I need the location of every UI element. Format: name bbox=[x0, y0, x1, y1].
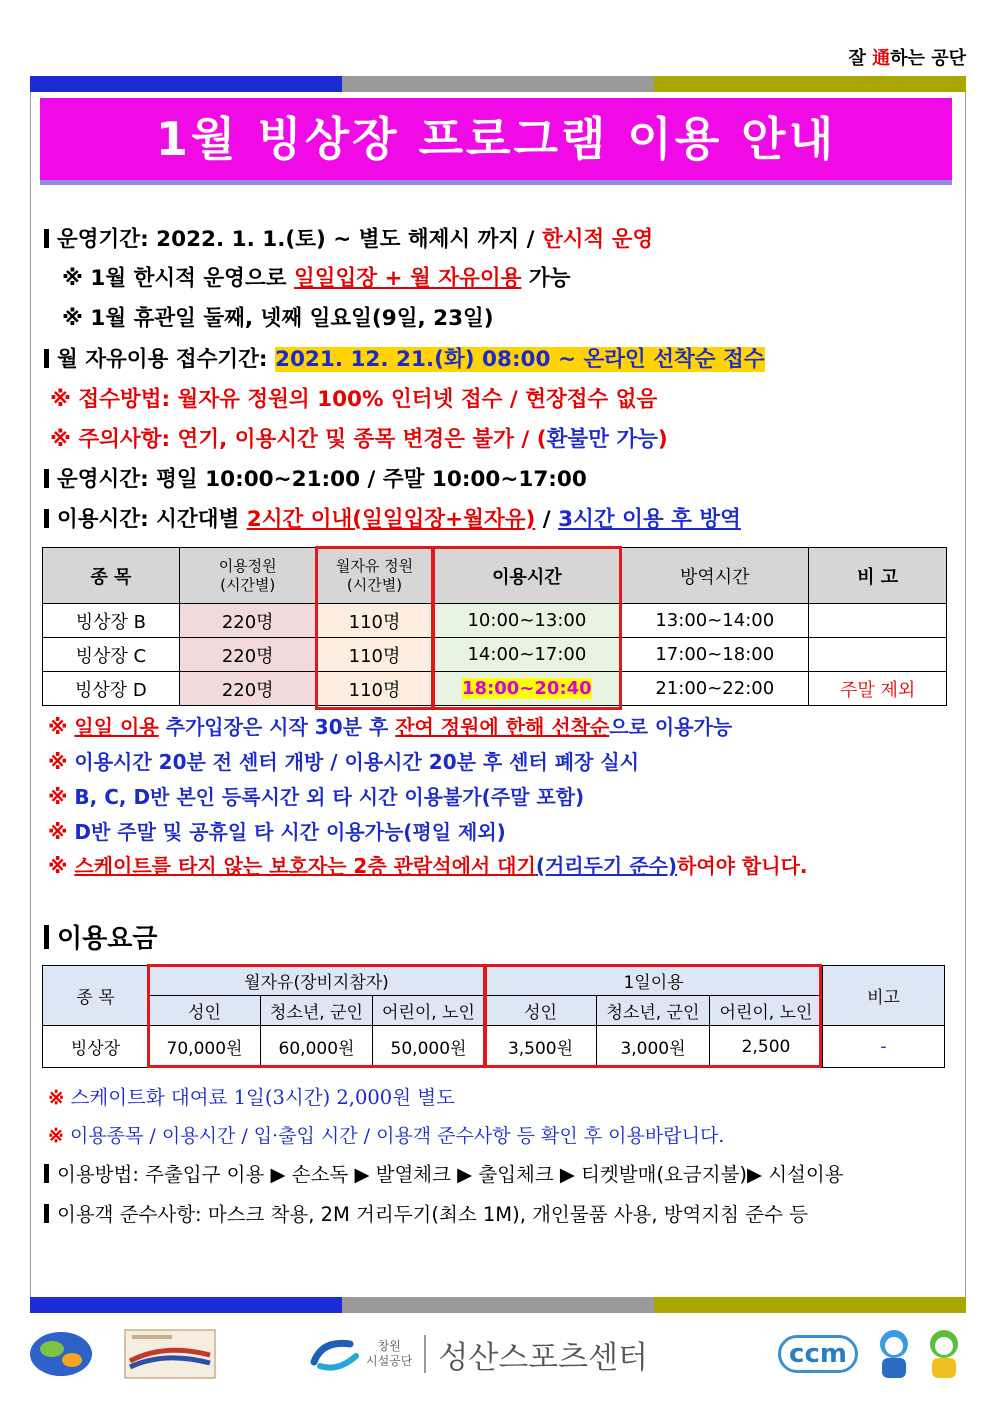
mascots bbox=[870, 1322, 970, 1386]
monthly-highlight-box bbox=[315, 546, 434, 710]
note-daily-entry: ※ 일일 이용 추가입장은 시작 30분 후 잔여 정원에 한해 선착순으로 이용가능 bbox=[48, 715, 733, 739]
header-capacity: 이용정원 (시간별) bbox=[179, 548, 316, 604]
table-row: 빙상장 B 220명 110명 10:00~13:00 13:00~14:00 bbox=[43, 604, 947, 638]
city-slogan-logo bbox=[28, 1322, 94, 1386]
note-open-close: ※ 이용시간 20분 전 센터 개방 / 이용시간 20분 후 센터 폐장 실시 bbox=[48, 750, 640, 774]
usage-time-highlight-box bbox=[432, 546, 622, 710]
corporation-name: 창원 시설공단 bbox=[366, 1339, 413, 1368]
city-slogan-icon bbox=[28, 1329, 94, 1379]
fees-heading: 이용요금 bbox=[44, 918, 157, 955]
ccm-logo bbox=[778, 1322, 858, 1386]
registration-period: 월 자유이용 접수기간: 2021. 12. 21.(화) 08:00 ~ 온라인 선착순 접수 bbox=[44, 342, 765, 373]
changwon-facilities-logo bbox=[310, 1322, 648, 1386]
visitor-rules: 이용객 준수사항: 마스크 착용, 2M 거리두기(최소 1M), 개인물품 사용, 방역지침 준수 등 bbox=[44, 1199, 808, 1227]
check-note: ※ 이용종목 / 이용시간 / 입·출입 시간 / 이용객 준수사항 등 확인 후 이용바랍니다. bbox=[48, 1125, 725, 1147]
mascot-icon bbox=[870, 1324, 970, 1384]
header-usage-time: 이용시간 bbox=[433, 548, 621, 604]
table-row: 빙상장 70,000원 60,000원 50,000원 3,500원 3,000원 2,500 - bbox=[43, 1026, 945, 1068]
certificate-icon bbox=[124, 1329, 216, 1379]
header-note: 비 고 bbox=[809, 548, 947, 604]
rental-note: ※ 스케이트화 대여료 1일(3시간) 2,000원 별도 bbox=[48, 1086, 455, 1109]
table-row: 빙상장 C 220명 110명 14:00~17:00 17:00~18:00 bbox=[43, 638, 947, 672]
monthly-fee-highlight-box bbox=[147, 964, 486, 1068]
usage-time: 이용시간: 시간대별 2시간 이내(일일입장+월자유) / 3시간 이용 후 방역 bbox=[44, 502, 741, 533]
ccm-badge: ccm bbox=[778, 1335, 858, 1373]
daily-fee-highlight-box bbox=[484, 964, 822, 1068]
slogan: 잘 通하는 공단 bbox=[848, 48, 966, 69]
fees-header-row: 종 목 월자유(장비지참자) 1일이용 비고 bbox=[43, 966, 945, 996]
bottom-color-bar bbox=[30, 1297, 966, 1313]
note-daily-monthly: ※ 1월 한시적 운영으로 일일입장 + 월 자유이용 가능 bbox=[62, 266, 571, 291]
header-disinfection: 방역시간 bbox=[621, 548, 809, 604]
caution: ※ 주의사항: 연기, 이용시간 및 종목 변경은 불가 / (환불만 가능) bbox=[50, 427, 668, 452]
fees-subheader-row: 성인 청소년, 군인 어린이, 노인 성인 청소년, 군인 어린이, 노인 bbox=[43, 996, 945, 1026]
operation-period: 운영기간: 2022. 1. 1.(토) ~ 별도 해제시 까지 / 한시적 운영 bbox=[44, 222, 653, 253]
header-monthly-capacity: 월자유 정원 (시간별) bbox=[316, 548, 433, 604]
certificate-logo bbox=[124, 1322, 216, 1386]
registration-method: ※ 접수방법: 월자유 정원의 100% 인터넷 접수 / 현장접수 없음 bbox=[50, 387, 658, 412]
page-title: 1월 빙상장 프로그램 이용 안내 bbox=[40, 98, 952, 180]
table-row: 빙상장 D 220명 110명 18:00~20:40 21:00~22:00 주말 제외 bbox=[43, 672, 947, 706]
header-event: 종 목 bbox=[43, 548, 180, 604]
operating-hours: 운영시간: 평일 10:00~21:00 / 주말 10:00~17:00 bbox=[44, 462, 587, 493]
center-name: 성산스포츠센터 bbox=[438, 1339, 648, 1376]
note-closed-days: ※ 1월 휴관일 둘째, 넷째 일요일(9일, 23일) bbox=[62, 306, 494, 331]
note-registration-time: ※ B, C, D반 본인 등록시간 외 타 시간 이용불가(주말 포함) bbox=[48, 785, 585, 809]
top-color-bar bbox=[30, 76, 966, 92]
note-d-class: ※ D반 주말 및 공휴일 타 시간 이용가능(평일 제외) bbox=[48, 820, 506, 844]
usage-method: 이용방법: 주출입구 이용 ▶ 손소독 ▶ 발열체크 ▶ 출입체크 ▶ 티켓발매(요금지불)▶ 시설이용 bbox=[44, 1159, 844, 1187]
corporation-swoosh-icon bbox=[310, 1334, 362, 1374]
note-guardian: ※ 스케이트를 타지 않는 보호자는 2층 관람석에서 대기(거리두기 준수)하여야 합니다. bbox=[48, 854, 808, 878]
